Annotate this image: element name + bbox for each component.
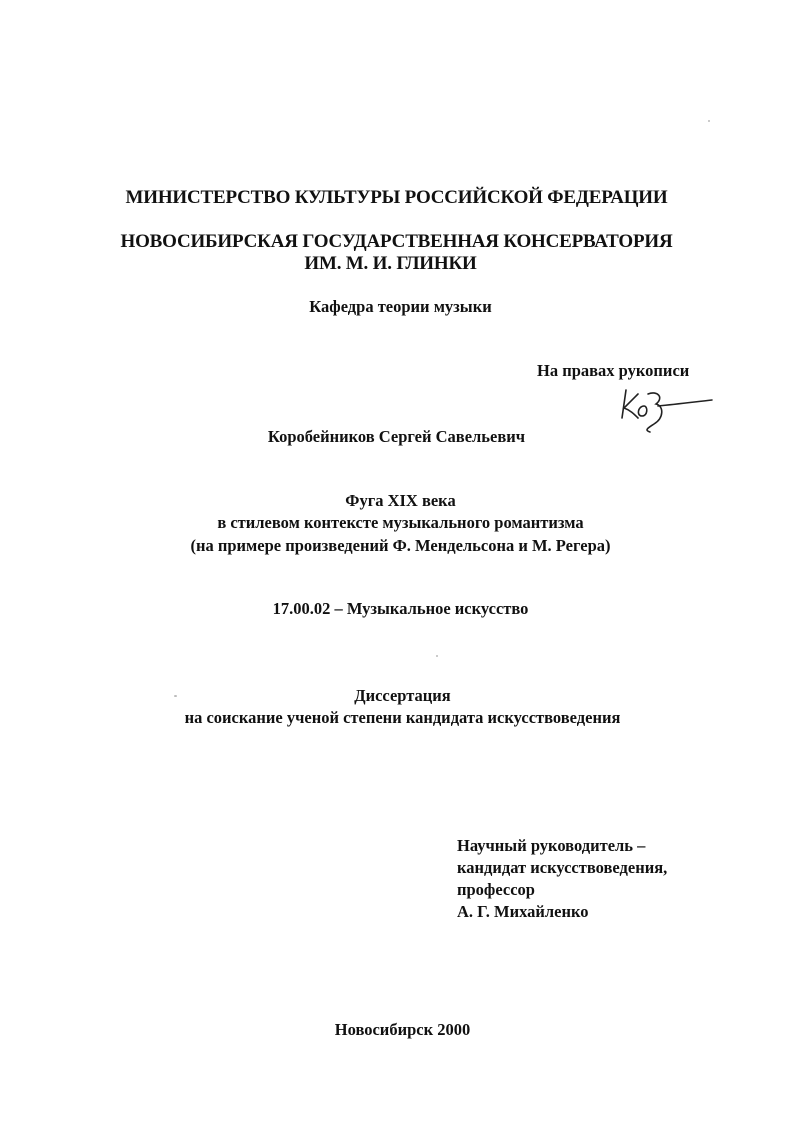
scan-speck — [708, 120, 710, 122]
dissertation-title-line1: Фуга XIX века — [345, 491, 456, 510]
institution-heading-name: ИМ. М. И. ГЛИНКИ — [304, 253, 477, 274]
supervisor-degree: кандидат искусствоведения, — [457, 858, 668, 877]
supervisor-name: А. Г. Михайленко — [457, 902, 589, 921]
manuscript-note: На правах рукописи — [537, 361, 690, 380]
place-and-year: Новосибирск 2000 — [334, 1020, 471, 1039]
degree-line: на соискание ученой степени кандидата искусствоведения — [184, 708, 621, 727]
scan-speck — [174, 695, 177, 697]
dissertation-label: Диссертация — [354, 686, 451, 705]
supervisor-title: профессор — [457, 880, 535, 899]
department-name: Кафедра теории музыки — [309, 297, 492, 316]
specialty-code: 17.00.02 – Музыкальное искусство — [272, 599, 529, 618]
institution-heading: НОВОСИБИРСКАЯ ГОСУДАРСТВЕННАЯ КОНСЕРВАТОРИЯ — [120, 231, 673, 252]
ministry-heading: МИНИСТЕРСТВО КУЛЬТУРЫ РОССИЙСКОЙ ФЕДЕРАЦИИ — [125, 187, 668, 208]
dissertation-title-line2: в стилевом контексте музыкального романтизма — [217, 513, 584, 532]
dissertation-title-line3: (на примере произведений Ф. Мендельсона и М. Регера) — [190, 536, 611, 555]
author-name: Коробейников Сергей Савельевич — [267, 427, 526, 446]
supervisor-role: Научный руководитель – — [457, 836, 646, 855]
scan-speck — [436, 655, 438, 657]
